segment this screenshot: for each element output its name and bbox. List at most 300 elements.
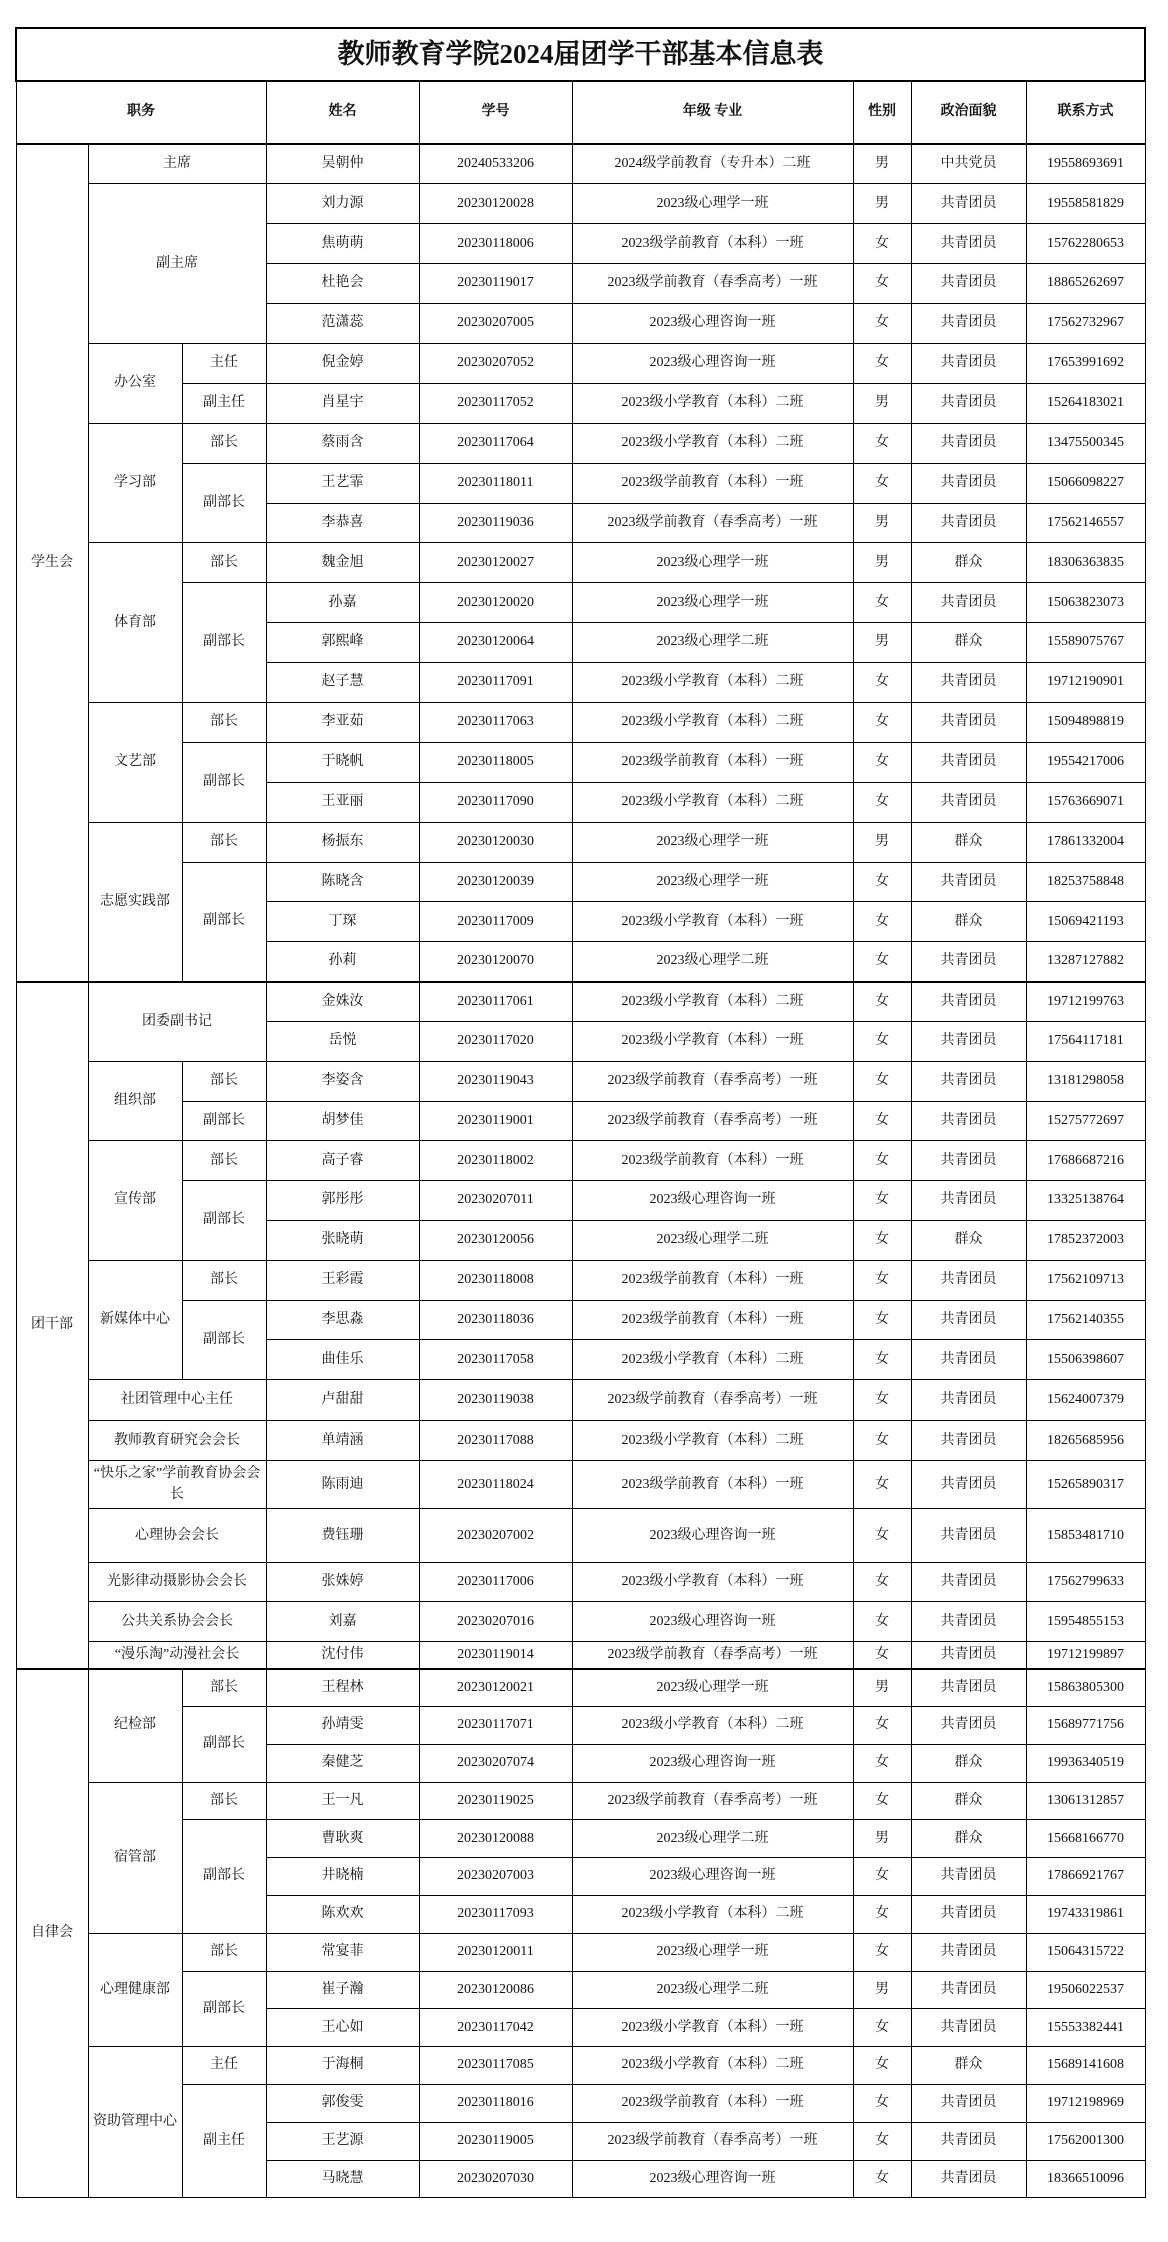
section-name: 心理协会会长 <box>88 1509 266 1563</box>
gender: 女 <box>853 1260 911 1300</box>
student-id: 20230207002 <box>419 1509 572 1563</box>
member-name: 费钰珊 <box>266 1509 419 1563</box>
table-row <box>16 1181 1145 1221</box>
role-name: 副部长 <box>182 1706 266 1782</box>
student-id: 20230120030 <box>419 822 572 862</box>
phone: 17653991692 <box>1026 343 1145 383</box>
political-status: 共青团员 <box>911 942 1026 982</box>
role-name: 部长 <box>182 1260 266 1300</box>
phone: 15553382441 <box>1026 2009 1145 2047</box>
header-gender: 性别 <box>853 81 911 144</box>
grade-major: 2023级心理学二班 <box>572 623 853 663</box>
gender: 女 <box>853 663 911 703</box>
gender: 女 <box>853 1181 911 1221</box>
student-id: 20230117020 <box>419 1022 572 1062</box>
grade-major: 2023级心理咨询一班 <box>572 2160 853 2198</box>
gender: 男 <box>853 1971 911 2009</box>
political-status: 共青团员 <box>911 1260 1026 1300</box>
grade-major: 2023级学前教育（本科）一班 <box>572 463 853 503</box>
phone: 17564117181 <box>1026 1022 1145 1062</box>
phone: 15863805300 <box>1026 1669 1145 1707</box>
phone: 17562732967 <box>1026 304 1145 344</box>
table-row <box>16 1971 1145 2009</box>
header-contact: 联系方式 <box>1026 81 1145 144</box>
member-name: 李亚茹 <box>266 702 419 742</box>
grade-major: 2023级心理咨询一班 <box>572 1744 853 1782</box>
member-name: 陈晓含 <box>266 862 419 902</box>
gender: 女 <box>853 1933 911 1971</box>
political-status: 共青团员 <box>911 423 1026 463</box>
table-row <box>16 702 1145 742</box>
political-status: 共青团员 <box>911 1642 1026 1669</box>
member-name: 曲佳乐 <box>266 1340 419 1380</box>
grade-major: 2023级学前教育（本科）一班 <box>572 224 853 264</box>
member-name: 李姿含 <box>266 1061 419 1101</box>
phone: 18253758848 <box>1026 862 1145 902</box>
gender: 女 <box>853 982 911 1022</box>
political-status: 共青团员 <box>911 1971 1026 2009</box>
political-status: 共青团员 <box>911 1563 1026 1602</box>
gender: 女 <box>853 862 911 902</box>
role-name: 副部长 <box>182 1971 266 2047</box>
political-status: 共青团员 <box>911 224 1026 264</box>
phone: 15763669071 <box>1026 782 1145 822</box>
student-id: 20230120020 <box>419 583 572 623</box>
gender: 女 <box>853 1509 911 1563</box>
grade-major: 2023级小学教育（本科）二班 <box>572 782 853 822</box>
gender: 男 <box>853 144 911 184</box>
grade-major: 2023级小学教育（本科）二班 <box>572 702 853 742</box>
grade-major: 2023级学前教育（春季高考）一班 <box>572 1380 853 1421</box>
gender: 女 <box>853 463 911 503</box>
gender: 女 <box>853 2009 911 2047</box>
gender: 女 <box>853 702 911 742</box>
grade-major: 2023级心理咨询一班 <box>572 1858 853 1896</box>
member-name: 焦萌萌 <box>266 224 419 264</box>
student-id: 20230207005 <box>419 304 572 344</box>
member-name: 刘力源 <box>266 184 419 224</box>
member-name: 王一凡 <box>266 1782 419 1820</box>
member-name: 蔡雨含 <box>266 423 419 463</box>
table-row <box>16 1509 1145 1563</box>
member-name: 曹耿爽 <box>266 1820 419 1858</box>
gender: 男 <box>853 1669 911 1707</box>
section-name: 主席 <box>88 144 266 184</box>
table-row <box>16 1421 1145 1461</box>
student-id: 20230119038 <box>419 1380 572 1421</box>
student-id: 20230119001 <box>419 1101 572 1141</box>
political-status: 共青团员 <box>911 304 1026 344</box>
member-name: 丁琛 <box>266 902 419 942</box>
student-id: 20230117064 <box>419 423 572 463</box>
political-status: 共青团员 <box>911 583 1026 623</box>
gender: 女 <box>853 583 911 623</box>
member-name: 王艺霏 <box>266 463 419 503</box>
member-name: 吴朝仲 <box>266 144 419 184</box>
student-id: 20230120027 <box>419 543 572 583</box>
role-name: 副主任 <box>182 2084 266 2197</box>
member-name: 肖星宇 <box>266 383 419 423</box>
phone: 17562799633 <box>1026 1563 1145 1602</box>
member-name: 范潇蕊 <box>266 304 419 344</box>
gender: 女 <box>853 782 911 822</box>
phone: 13475500345 <box>1026 423 1145 463</box>
grade-major: 2023级学前教育（春季高考）一班 <box>572 264 853 304</box>
phone: 15762280653 <box>1026 224 1145 264</box>
table-row <box>16 383 1145 423</box>
political-status: 共青团员 <box>911 1101 1026 1141</box>
section-name: 文艺部 <box>88 702 182 822</box>
gender: 女 <box>853 1340 911 1380</box>
role-name: 副部长 <box>182 1101 266 1141</box>
section-name: 光影律动摄影协会会长 <box>88 1563 266 1602</box>
member-name: 孙莉 <box>266 942 419 982</box>
phone: 13325138764 <box>1026 1181 1145 1221</box>
member-name: 倪金婷 <box>266 343 419 383</box>
header-student-id: 学号 <box>419 81 572 144</box>
gender: 女 <box>853 1858 911 1896</box>
member-name: 高子睿 <box>266 1141 419 1181</box>
student-id: 20230119036 <box>419 503 572 543</box>
phone: 19712190901 <box>1026 663 1145 703</box>
role-name: 部长 <box>182 1782 266 1820</box>
table-row <box>16 2047 1145 2085</box>
member-name: 李思淼 <box>266 1300 419 1340</box>
gender: 女 <box>853 423 911 463</box>
political-status: 共青团员 <box>911 1022 1026 1062</box>
member-name: 井晓楠 <box>266 1858 419 1896</box>
political-status: 群众 <box>911 1744 1026 1782</box>
section-name: 组织部 <box>88 1061 182 1141</box>
student-id: 20230120021 <box>419 1669 572 1707</box>
member-name: 沈付伟 <box>266 1642 419 1669</box>
phone: 15853481710 <box>1026 1509 1145 1563</box>
section-name: “快乐之家”学前教育协会会长 <box>88 1461 266 1509</box>
role-name: 主任 <box>182 2047 266 2085</box>
phone: 17686687216 <box>1026 1141 1145 1181</box>
role-name: 部长 <box>182 1141 266 1181</box>
member-name: 常宴菲 <box>266 1933 419 1971</box>
gender: 女 <box>853 1022 911 1062</box>
political-status: 群众 <box>911 1220 1026 1260</box>
student-id: 20230118005 <box>419 742 572 782</box>
political-status: 共青团员 <box>911 1340 1026 1380</box>
member-name: 秦健芝 <box>266 1744 419 1782</box>
role-name: 部长 <box>182 822 266 862</box>
grade-major: 2023级心理咨询一班 <box>572 1181 853 1221</box>
gender: 男 <box>853 184 911 224</box>
student-id: 20230118016 <box>419 2084 572 2122</box>
member-name: 崔子瀚 <box>266 1971 419 2009</box>
political-status: 中共党员 <box>911 144 1026 184</box>
phone: 17562146557 <box>1026 503 1145 543</box>
gender: 男 <box>853 623 911 663</box>
grade-major: 2023级心理学二班 <box>572 1820 853 1858</box>
member-name: 郭彤彤 <box>266 1181 419 1221</box>
table-row <box>16 1300 1145 1340</box>
student-id: 20230117093 <box>419 1895 572 1933</box>
gender: 女 <box>853 343 911 383</box>
table-row <box>16 1669 1145 1707</box>
political-status: 共青团员 <box>911 862 1026 902</box>
phone: 15954855153 <box>1026 1602 1145 1642</box>
gender: 女 <box>853 1380 911 1421</box>
phone: 15624007379 <box>1026 1380 1145 1421</box>
header-political-status: 政治面貌 <box>911 81 1026 144</box>
phone: 19558581829 <box>1026 184 1145 224</box>
table-row <box>16 1933 1145 1971</box>
phone: 15066098227 <box>1026 463 1145 503</box>
political-status: 群众 <box>911 2047 1026 2085</box>
student-id: 20230117091 <box>419 663 572 703</box>
table-row <box>16 1141 1145 1181</box>
member-name: 赵子慧 <box>266 663 419 703</box>
political-status: 共青团员 <box>911 184 1026 224</box>
gender: 女 <box>853 2084 911 2122</box>
section-name: 副主席 <box>88 184 266 344</box>
role-name: 副部长 <box>182 1300 266 1380</box>
gender: 女 <box>853 1706 911 1744</box>
table-row <box>16 1706 1145 1744</box>
table-row <box>16 1101 1145 1141</box>
phone: 15506398607 <box>1026 1340 1145 1380</box>
member-name: 杨振东 <box>266 822 419 862</box>
grade-major: 2023级心理学一班 <box>572 1933 853 1971</box>
phone: 19743319861 <box>1026 1895 1145 1933</box>
grade-major: 2023级小学教育（本科）二班 <box>572 982 853 1022</box>
political-status: 群众 <box>911 623 1026 663</box>
phone: 15094898819 <box>1026 702 1145 742</box>
political-status: 共青团员 <box>911 264 1026 304</box>
gender: 女 <box>853 1744 911 1782</box>
member-name: 金姝汝 <box>266 982 419 1022</box>
phone: 13287127882 <box>1026 942 1145 982</box>
member-name: 胡梦佳 <box>266 1101 419 1141</box>
gender: 女 <box>853 1220 911 1260</box>
member-name: 魏金旭 <box>266 543 419 583</box>
phone: 17562001300 <box>1026 2122 1145 2160</box>
gender: 女 <box>853 1421 911 1461</box>
grade-major: 2023级小学教育（本科）一班 <box>572 1022 853 1062</box>
student-id: 20230120070 <box>419 942 572 982</box>
table-row <box>16 144 1145 184</box>
grade-major: 2023级心理学二班 <box>572 1971 853 2009</box>
section-name: 教师教育研究会会长 <box>88 1421 266 1461</box>
gender: 男 <box>853 543 911 583</box>
table-row <box>16 2084 1145 2122</box>
political-status: 共青团员 <box>911 1380 1026 1421</box>
member-name: 孙靖雯 <box>266 1706 419 1744</box>
table-row <box>16 1642 1145 1669</box>
student-id: 20230118024 <box>419 1461 572 1509</box>
phone: 15064315722 <box>1026 1933 1145 1971</box>
phone: 13061312857 <box>1026 1782 1145 1820</box>
student-id: 20230119043 <box>419 1061 572 1101</box>
member-name: 杜艳会 <box>266 264 419 304</box>
political-status: 群众 <box>911 543 1026 583</box>
section-name: 宿管部 <box>88 1782 182 1933</box>
header-grade-major: 年级 专业 <box>572 81 853 144</box>
member-name: 王亚丽 <box>266 782 419 822</box>
student-id: 20230117009 <box>419 902 572 942</box>
student-id: 20230117085 <box>419 2047 572 2085</box>
gender: 女 <box>853 942 911 982</box>
member-name: 马晓慧 <box>266 2160 419 2198</box>
cadre-info-table <box>15 27 1146 2198</box>
student-id: 20230207003 <box>419 1858 572 1896</box>
political-status: 群众 <box>911 822 1026 862</box>
grade-major: 2023级心理学一班 <box>572 862 853 902</box>
grade-major: 2023级心理咨询一班 <box>572 1602 853 1642</box>
political-status: 共青团员 <box>911 2009 1026 2047</box>
table-row <box>16 1380 1145 1421</box>
section-name: “漫乐淘”动漫社会长 <box>88 1642 266 1669</box>
student-id: 20230117058 <box>419 1340 572 1380</box>
student-id: 20230120056 <box>419 1220 572 1260</box>
gender: 女 <box>853 742 911 782</box>
student-id: 20230207052 <box>419 343 572 383</box>
student-id: 20230120064 <box>419 623 572 663</box>
role-name: 部长 <box>182 1933 266 1971</box>
student-id: 20230119025 <box>419 1782 572 1820</box>
political-status: 共青团员 <box>911 1858 1026 1896</box>
student-id: 20230117088 <box>419 1421 572 1461</box>
grade-major: 2023级心理学一班 <box>572 822 853 862</box>
gender: 女 <box>853 1782 911 1820</box>
member-name: 王彩霞 <box>266 1260 419 1300</box>
phone: 17852372003 <box>1026 1220 1145 1260</box>
table-row <box>16 982 1145 1022</box>
phone: 19712198969 <box>1026 2084 1145 2122</box>
grade-major: 2023级心理咨询一班 <box>572 304 853 344</box>
gender: 男 <box>853 383 911 423</box>
gender: 女 <box>853 304 911 344</box>
grade-major: 2023级心理咨询一班 <box>572 343 853 383</box>
member-name: 陈欢欢 <box>266 1895 419 1933</box>
role-name: 主任 <box>182 343 266 383</box>
table-row <box>16 1602 1145 1642</box>
phone: 17562140355 <box>1026 1300 1145 1340</box>
student-id: 20230118008 <box>419 1260 572 1300</box>
student-id: 20230120088 <box>419 1820 572 1858</box>
political-status: 共青团员 <box>911 782 1026 822</box>
role-name: 部长 <box>182 423 266 463</box>
student-id: 20230120039 <box>419 862 572 902</box>
political-status: 群众 <box>911 1820 1026 1858</box>
table-row <box>16 862 1145 902</box>
gender: 女 <box>853 224 911 264</box>
group-name: 学生会 <box>16 144 88 982</box>
grade-major: 2023级小学教育（本科）二班 <box>572 1706 853 1744</box>
phone: 19558693691 <box>1026 144 1145 184</box>
grade-major: 2023级心理学一班 <box>572 543 853 583</box>
political-status: 共青团员 <box>911 1933 1026 1971</box>
header-row <box>16 81 1145 144</box>
political-status: 共青团员 <box>911 742 1026 782</box>
grade-major: 2023级学前教育（本科）一班 <box>572 1141 853 1181</box>
student-id: 20230207030 <box>419 2160 572 2198</box>
grade-major: 2023级学前教育（春季高考）一班 <box>572 1642 853 1669</box>
gender: 女 <box>853 2122 911 2160</box>
student-id: 20230117090 <box>419 782 572 822</box>
student-id: 20230118036 <box>419 1300 572 1340</box>
role-name: 部长 <box>182 702 266 742</box>
phone: 18366510096 <box>1026 2160 1145 2198</box>
table-row <box>16 1461 1145 1509</box>
student-id: 20230117063 <box>419 702 572 742</box>
gender: 女 <box>853 264 911 304</box>
student-id: 20230120028 <box>419 184 572 224</box>
grade-major: 2024级学前教育（专升本）二班 <box>572 144 853 184</box>
table-row <box>16 1782 1145 1820</box>
political-status: 共青团员 <box>911 1181 1026 1221</box>
political-status: 共青团员 <box>911 982 1026 1022</box>
student-id: 20230117006 <box>419 1563 572 1602</box>
grade-major: 2023级学前教育（本科）一班 <box>572 1260 853 1300</box>
gender: 女 <box>853 1642 911 1669</box>
table-row <box>16 463 1145 503</box>
grade-major: 2023级小学教育（本科）二班 <box>572 1340 853 1380</box>
phone: 17866921767 <box>1026 1858 1145 1896</box>
phone: 19554217006 <box>1026 742 1145 782</box>
member-name: 张晓萌 <box>266 1220 419 1260</box>
grade-major: 2023级学前教育（本科）一班 <box>572 742 853 782</box>
student-id: 20230118002 <box>419 1141 572 1181</box>
grade-major: 2023级学前教育（本科）一班 <box>572 1300 853 1340</box>
political-status: 共青团员 <box>911 1141 1026 1181</box>
political-status: 共青团员 <box>911 463 1026 503</box>
section-name: 办公室 <box>88 343 182 423</box>
grade-major: 2023级学前教育（春季高考）一班 <box>572 2122 853 2160</box>
section-name: 宣传部 <box>88 1141 182 1260</box>
grade-major: 2023级心理学一班 <box>572 583 853 623</box>
student-id: 20230207016 <box>419 1602 572 1642</box>
phone: 17562109713 <box>1026 1260 1145 1300</box>
table-body <box>16 144 1145 2198</box>
gender: 男 <box>853 822 911 862</box>
member-name: 于晓帆 <box>266 742 419 782</box>
political-status: 共青团员 <box>911 1706 1026 1744</box>
phone: 13181298058 <box>1026 1061 1145 1101</box>
political-status: 共青团员 <box>911 383 1026 423</box>
political-status: 共青团员 <box>911 1602 1026 1642</box>
member-name: 陈雨迪 <box>266 1461 419 1509</box>
gender: 女 <box>853 1061 911 1101</box>
section-name: 体育部 <box>88 543 182 703</box>
section-name: 纪检部 <box>88 1669 182 1782</box>
table-title: 教师教育学院2024届团学干部基本信息表 <box>16 28 1145 81</box>
political-status: 群众 <box>911 1782 1026 1820</box>
grade-major: 2023级小学教育（本科）一班 <box>572 1563 853 1602</box>
grade-major: 2023级小学教育（本科）二班 <box>572 423 853 463</box>
section-name: 团委副书记 <box>88 982 266 1062</box>
gender: 女 <box>853 1141 911 1181</box>
political-status: 共青团员 <box>911 1061 1026 1101</box>
student-id: 20240533206 <box>419 144 572 184</box>
member-name: 孙嘉 <box>266 583 419 623</box>
gender: 男 <box>853 503 911 543</box>
grade-major: 2023级学前教育（春季高考）一班 <box>572 503 853 543</box>
gender: 女 <box>853 1895 911 1933</box>
student-id: 20230119005 <box>419 2122 572 2160</box>
gender: 女 <box>853 2160 911 2198</box>
member-name: 李恭喜 <box>266 503 419 543</box>
student-id: 20230118011 <box>419 463 572 503</box>
phone: 18265685956 <box>1026 1421 1145 1461</box>
table-row <box>16 423 1145 463</box>
grade-major: 2023级学前教育（春季高考）一班 <box>572 1061 853 1101</box>
student-id: 20230120011 <box>419 1933 572 1971</box>
